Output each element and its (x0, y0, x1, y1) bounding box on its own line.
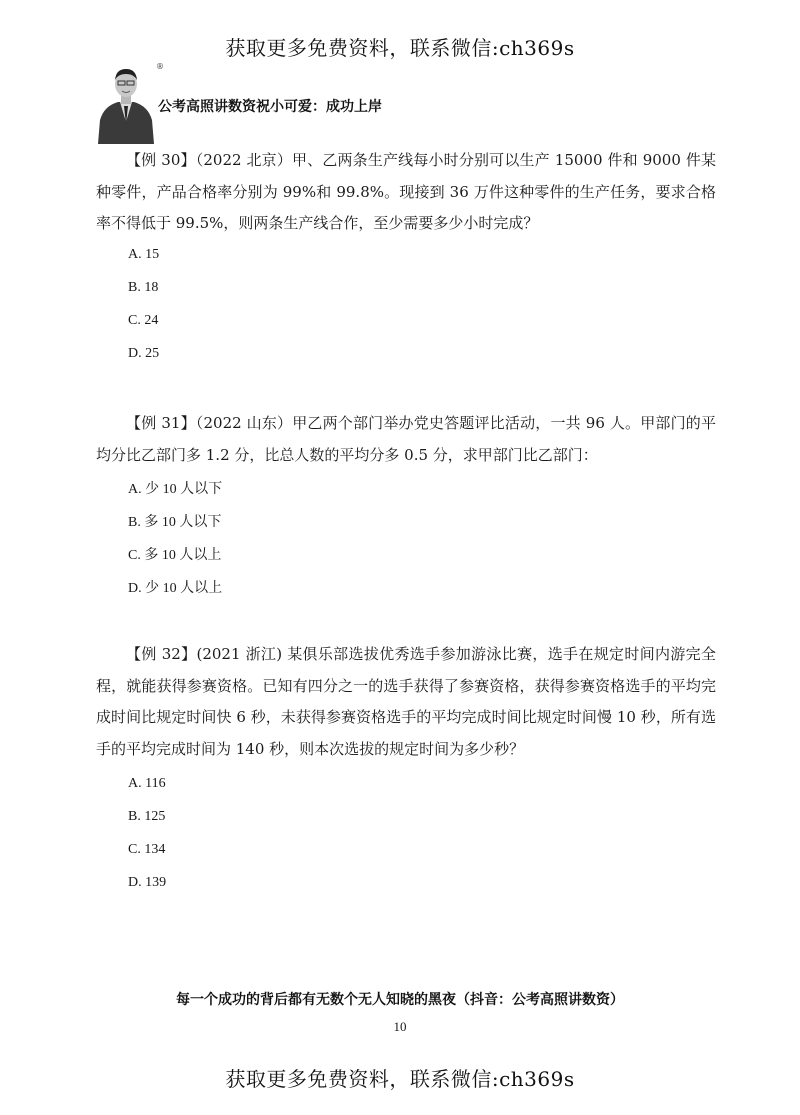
question-32 (96, 639, 716, 765)
question-text: 【例 32】(2021 浙江) 某俱乐部选拔优秀选手参加游泳比赛，选手在规定时间内游完全程，就能获得参赛资格。已知有四分之一的选手获得了参赛资格，获得参赛资格选手的平均完成时间比规定时间快 6 秒，未获得参赛资格选手的平均完成时间比规定时间慢 10 秒，所有选手的平均完成时间为 140 秒，则本次选拔的规定时间为多少秒？ (96, 645, 716, 758)
option-b: B. 18 (128, 280, 159, 295)
option-d: D. 少 10 人以上 (128, 581, 223, 596)
question-31 (96, 408, 716, 471)
header-slogan: 公考高照讲数资祝小可爱：成功上岸 (158, 99, 382, 115)
avatar (96, 60, 156, 144)
option-a: A. 116 (128, 776, 166, 791)
footer-slogan: 每一个成功的背后都有无数个无人知晓的黑夜（抖音：公考高照讲数资） (176, 992, 624, 1008)
question-text: 【例 31】（2022 山东）甲乙两个部门举办党史答题评比活动，一共 96 人。甲部门的平均分比乙部门多 1.2 分，比总人数的平均分多 0.5 分，求甲部门比乙部门： (96, 414, 716, 464)
option-c: C. 多 10 人以上 (128, 548, 222, 563)
option-b: B. 125 (128, 809, 166, 824)
option-d: D. 139 (128, 875, 167, 890)
option-a: A. 少 10 人以下 (128, 482, 223, 497)
question-text: 【例 30】（2022 北京）甲、乙两条生产线每小时分别可以生产 15000 件和 9000 件某种零件，产品合格率分别为 99%和 99.8%。现接到 36 万件这种零件的生产任务，要求合格率不得低于 99.5%，则两条生产线合作，至少需要多少小时完成？ (96, 151, 716, 232)
registered-mark: ® (156, 62, 164, 71)
option-c: C. 24 (128, 313, 159, 328)
page-header (96, 60, 696, 144)
option-a: A. 15 (128, 247, 160, 262)
watermark-bottom: 获取更多免费资料，联系微信:ch369s (225, 1067, 575, 1091)
watermark-top: 获取更多免费资料，联系微信:ch369s (225, 36, 575, 60)
question-30 (96, 145, 716, 240)
page-number: 10 (393, 1019, 407, 1034)
option-b: B. 多 10 人以下 (128, 515, 222, 530)
option-d: D. 25 (128, 346, 160, 361)
option-c: C. 134 (128, 842, 166, 857)
